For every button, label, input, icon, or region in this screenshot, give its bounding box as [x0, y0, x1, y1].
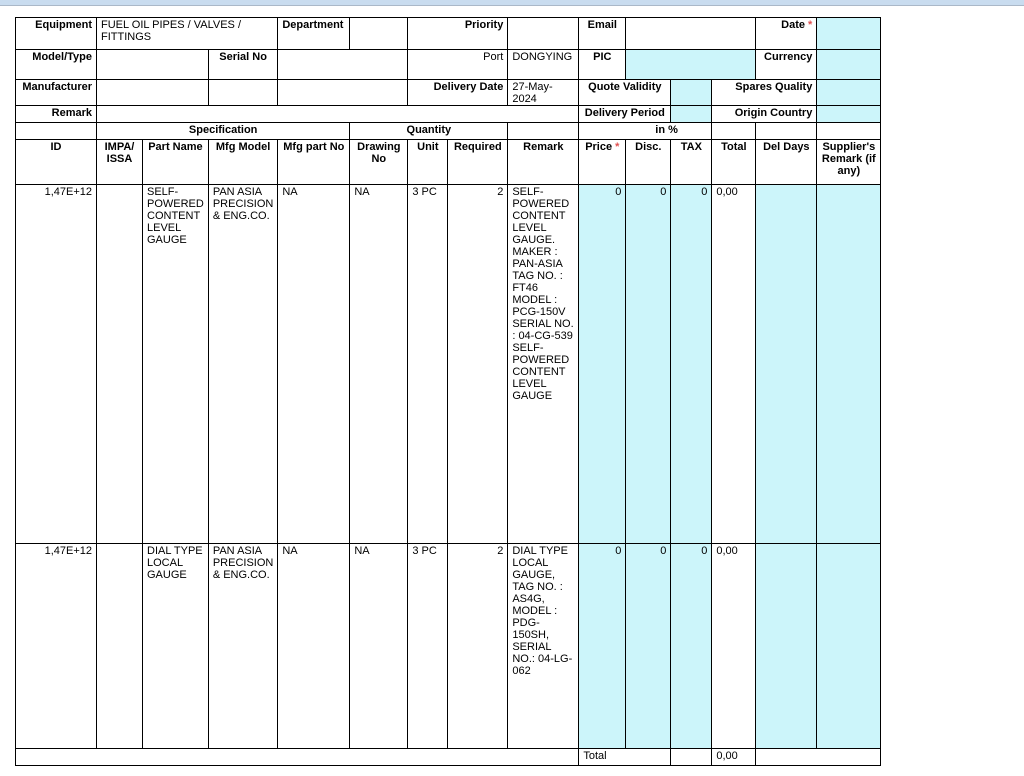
row-mfg-part-no: NA [278, 185, 350, 544]
row-remark: SELF-POWERED CONTENT LEVEL GAUGE. MAKER : PAN-ASIA TAG NO. : FT46 MODEL : PCG-150V SERIAL NO. : 04-CG-539 SELF-POWERED CONTENT LEVEL GAUGE [508, 185, 579, 544]
group-specification: Specification [97, 123, 350, 140]
col-unit: Unit [408, 140, 448, 185]
row-supplier-remark-input[interactable] [817, 544, 881, 749]
origin-country-label: Origin Country [712, 106, 817, 123]
delivery-date-value: 27-May-2024 [508, 80, 579, 106]
remark-value [97, 106, 579, 123]
footer-blank [16, 749, 579, 766]
col-del-days: Del Days [756, 140, 817, 185]
row-unit: 3 PC [408, 185, 448, 544]
priority-value [508, 18, 579, 50]
delivery-date-label: Delivery Date [408, 80, 508, 106]
currency-label: Currency [756, 50, 817, 80]
row-del-days-input[interactable] [756, 544, 817, 749]
row-price-input[interactable]: 0 [579, 544, 626, 749]
footer-blank-end [756, 749, 881, 766]
row-price-input[interactable]: 0 [579, 185, 626, 544]
quotation-sheet [15, 17, 881, 766]
price-required-mark: * [615, 141, 620, 153]
row-tax-input[interactable]: 0 [671, 544, 712, 749]
delivery-period-input[interactable] [671, 106, 712, 123]
col-remark: Remark [508, 140, 579, 185]
group-in-percent: in % [626, 123, 712, 140]
row-drawing-no: NA [350, 544, 408, 749]
department-label: Department [278, 18, 350, 50]
row-remark: DIAL TYPE LOCAL GAUGE, TAG NO. : AS4G, MODEL : PDG-150SH, SERIAL NO.: 04-LG-062 [508, 544, 579, 749]
row-impa [97, 544, 143, 749]
department-value [350, 18, 408, 50]
row-part-name: SELF-POWERED CONTENT LEVEL GAUGE [143, 185, 209, 544]
table-row [16, 544, 881, 749]
pic-label: PIC [579, 50, 626, 80]
col-price [579, 140, 626, 185]
col-disc: Disc. [626, 140, 671, 185]
footer-total-label: Total [579, 749, 671, 766]
pic-input[interactable] [626, 50, 756, 80]
group-blank-remark [508, 123, 579, 140]
model-type-label: Model/Type [16, 50, 97, 80]
row-disc-input[interactable]: 0 [626, 544, 671, 749]
col-drawing-no: Drawing No [350, 140, 408, 185]
row-total: 0,00 [712, 185, 756, 544]
col-total: Total [712, 140, 756, 185]
col-id: ID [16, 140, 97, 185]
row-tax-input[interactable]: 0 [671, 185, 712, 544]
date-input[interactable] [817, 18, 881, 50]
row-part-name: DIAL TYPE LOCAL GAUGE [143, 544, 209, 749]
row-id: 1,47E+12 [16, 185, 97, 544]
delivery-period-label: Delivery Period [579, 106, 671, 123]
model-type-value [97, 50, 209, 80]
row-del-days-input[interactable] [756, 185, 817, 544]
col-tax: TAX [671, 140, 712, 185]
row-total: 0,00 [712, 544, 756, 749]
row-id: 1,47E+12 [16, 544, 97, 749]
manufacturer-blank-cell [278, 80, 408, 106]
row-mfg-model: PAN ASIA PRECISION & ENG.CO. [208, 185, 278, 544]
footer-total-value: 0,00 [712, 749, 756, 766]
row-disc-input[interactable]: 0 [626, 185, 671, 544]
email-value[interactable] [626, 18, 756, 50]
group-blank-supplier [817, 123, 881, 140]
manufacturer-extra-cell [208, 80, 278, 106]
col-impa: IMPA/ ISSA [97, 140, 143, 185]
col-price-text: Price [585, 141, 613, 153]
col-mfg-part-no: Mfg part No [278, 140, 350, 185]
group-blank-del-days [756, 123, 817, 140]
spares-quality-label: Spares Quality [712, 80, 817, 106]
date-label [756, 18, 817, 50]
row-supplier-remark-input[interactable] [817, 185, 881, 544]
col-required: Required [448, 140, 508, 185]
col-mfg-model: Mfg Model [208, 140, 278, 185]
table-row [16, 185, 881, 544]
date-required-mark: * [808, 19, 813, 31]
quote-validity-label: Quote Validity [579, 80, 671, 106]
priority-label: Priority [408, 18, 508, 50]
quote-validity-input[interactable] [671, 80, 712, 106]
group-blank-price [579, 123, 626, 140]
footer-blank-tax [671, 749, 712, 766]
email-label: Email [579, 18, 626, 50]
serial-no-label: Serial No [208, 50, 278, 80]
remark-label: Remark [16, 106, 97, 123]
group-blank-total [712, 123, 756, 140]
spares-quality-input[interactable] [817, 80, 881, 106]
row-mfg-part-no: NA [278, 544, 350, 749]
manufacturer-value [97, 80, 209, 106]
row-required: 2 [448, 185, 508, 544]
col-supplier-remark: Supplier's Remark (if any) [817, 140, 881, 185]
date-label-text: Date [781, 19, 805, 31]
currency-input[interactable] [817, 50, 881, 80]
port-label: Port [408, 50, 508, 80]
row-drawing-no: NA [350, 185, 408, 544]
group-quantity: Quantity [350, 123, 508, 140]
col-part-name: Part Name [143, 140, 209, 185]
row-impa [97, 185, 143, 544]
group-blank-id [16, 123, 97, 140]
port-value: DONGYING [508, 50, 579, 80]
manufacturer-label: Manufacturer [16, 80, 97, 106]
equipment-value: FUEL OIL PIPES / VALVES / FITTINGS [97, 18, 278, 50]
row-unit: 3 PC [408, 544, 448, 749]
serial-no-value [278, 50, 408, 80]
origin-country-input[interactable] [817, 106, 881, 123]
window-top-rule [0, 5, 1024, 6]
row-mfg-model: PAN ASIA PRECISION & ENG.CO. [208, 544, 278, 749]
equipment-label: Equipment [16, 18, 97, 50]
row-required: 2 [448, 544, 508, 749]
